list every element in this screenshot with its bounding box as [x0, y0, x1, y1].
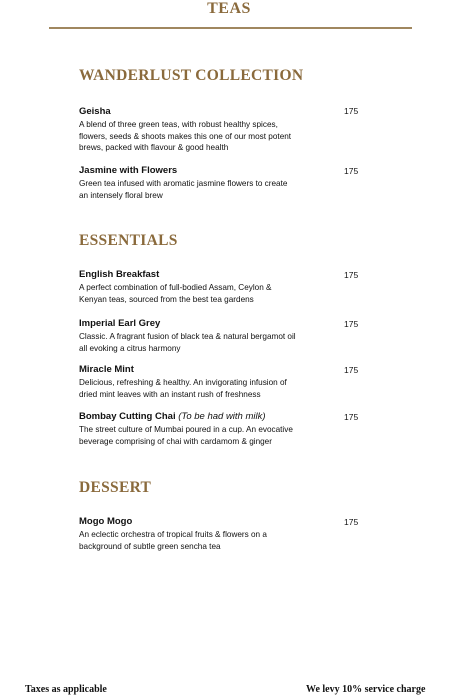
item-name: Miracle Mint [79, 364, 134, 375]
footer-service-charge-note: We levy 10% service charge [306, 684, 426, 695]
menu-item-bombay-cutting-chai [79, 411, 379, 447]
item-description: A perfect combination of full-bodied Assam, Ceylon & Kenyan teas, sourced from the best tea gardens [79, 283, 272, 304]
item-price: 175 [344, 270, 359, 280]
section-heading-wanderlust: WANDERLUST COLLECTION [79, 67, 304, 84]
item-price: 175 [344, 517, 359, 527]
item-name-text: Bombay Cutting Chai [79, 411, 176, 422]
item-price: 175 [344, 365, 359, 375]
item-name: Jasmine with Flowers [79, 165, 178, 176]
menu-item-miracle-mint [79, 364, 379, 400]
footer-taxes-note: Taxes as applicable [25, 684, 107, 695]
menu-item-geisha [79, 106, 379, 154]
item-price: 175 [344, 412, 359, 422]
item-name: Imperial Earl Grey [79, 318, 161, 329]
item-name: Mogo Mogo [79, 516, 133, 527]
item-description: Delicious, refreshing & healthy. An invigorating infusion of dried mint leaves with an instant rush of freshness [79, 378, 287, 399]
item-name: Geisha [79, 106, 111, 117]
item-description: Green tea infused with aromatic jasmine flowers to create an intensely floral brew [79, 179, 288, 200]
menu-item-mogo-mogo [79, 516, 379, 552]
section-heading-dessert: DESSERT [79, 479, 152, 496]
item-note: (To be had with milk) [178, 411, 266, 422]
item-name [79, 411, 379, 423]
section-heading-essentials: ESSENTIALS [79, 232, 178, 249]
menu-item-english-breakfast [79, 269, 379, 305]
item-price: 175 [344, 319, 359, 329]
menu-item-imperial-earl-grey [79, 318, 379, 354]
menu-item-jasmine-with-flowers [79, 165, 379, 201]
page-title: TEAS [207, 0, 251, 17]
title-divider [49, 27, 412, 29]
item-price: 175 [344, 166, 359, 176]
item-description: The street culture of Mumbai poured in a cup. An evocative beverage comprising of chai with cardamom & ginger [79, 425, 293, 446]
item-description: An eclectic orchestra of tropical fruits & flowers on a background of subtle green sencha tea [79, 530, 267, 551]
item-price: 175 [344, 106, 359, 116]
item-description: Classic. A fragrant fusion of black tea & natural bergamot oil all evoking a citrus harmony [79, 332, 296, 353]
item-name: English Breakfast [79, 269, 160, 280]
item-description: A blend of three green teas, with robust healthy spices, flowers, seeds & shoots makes this one of our most potent brews, packed with flavour & good health [79, 120, 292, 152]
